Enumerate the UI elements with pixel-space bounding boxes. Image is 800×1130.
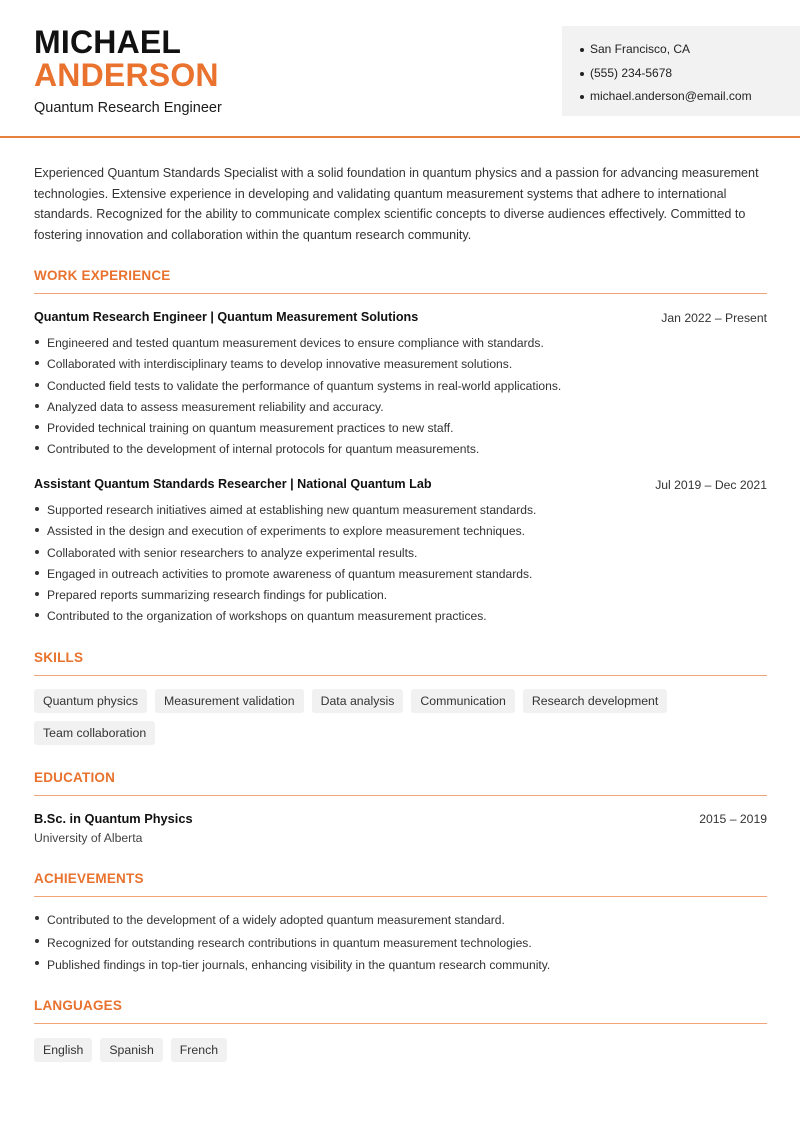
achievement-bullets [34, 909, 774, 977]
job-title: Quantum Research Engineer | Quantum Measurement Solutions [34, 310, 419, 324]
contact-phone: (555) 234-5678 [580, 62, 800, 86]
education-school: University of Alberta [34, 831, 143, 845]
job-bullets [34, 333, 774, 461]
skill-chip: Team collaboration [34, 721, 155, 745]
list-item: Supported research initiatives aimed at establishing new quantum measurement standards. [34, 500, 774, 521]
resume-header [0, 0, 800, 138]
section-achievements: ACHIEVEMENTS [34, 871, 767, 897]
job-dates: Jul 2019 – Dec 2021 [655, 478, 767, 492]
education-years: 2015 – 2019 [699, 812, 767, 826]
skills-list [34, 689, 774, 745]
list-item: Engaged in outreach activities to promote awareness of quantum measurement standards. [34, 564, 774, 585]
list-item: Collaborated with interdisciplinary teams to develop innovative measurement solutions. [34, 354, 774, 375]
contact-email[interactable]: michael.anderson@email.com [580, 85, 800, 109]
section-skills: SKILLS [34, 650, 767, 676]
section-languages: LANGUAGES [34, 998, 767, 1024]
job-title: Assistant Quantum Standards Researcher | National Quantum Lab [34, 477, 432, 491]
list-item: Collaborated with senior researchers to analyze experimental results. [34, 543, 774, 564]
job-bullets [34, 500, 774, 628]
job-role: Quantum Research Engineer [34, 100, 222, 116]
list-item: Contributed to the development of a widely adopted quantum measurement standard. [34, 909, 774, 932]
language-chip: Spanish [100, 1038, 162, 1062]
job-dates: Jan 2022 – Present [661, 311, 767, 325]
contact-box [562, 26, 800, 116]
language-chip: French [171, 1038, 227, 1062]
list-item: Prepared reports summarizing research findings for publication. [34, 585, 774, 606]
list-item: Contributed to the development of internal protocols for quantum measurements. [34, 439, 774, 460]
list-item: Provided technical training on quantum measurement practices to new staff. [34, 418, 774, 439]
list-item: Analyzed data to assess measurement reliability and accuracy. [34, 397, 774, 418]
list-item: Contributed to the organization of workshops on quantum measurement practices. [34, 606, 774, 627]
contact-location: San Francisco, CA [580, 38, 800, 62]
last-name: ANDERSON [34, 57, 219, 93]
list-item: Recognized for outstanding research contributions in quantum measurement technologies. [34, 932, 774, 955]
list-item: Conducted field tests to validate the performance of quantum systems in real-world applications. [34, 376, 774, 397]
skill-chip: Research development [523, 689, 667, 713]
section-work-experience: WORK EXPERIENCE [34, 268, 767, 294]
summary: Experienced Quantum Standards Specialist with a solid foundation in quantum physics and a passion for advancing measurement technologies. Extensive experience in developing and validating quantum measurement systems that adhere to international standards. Recognized for the ability to communicate complex scientific concepts to diverse audiences effectively. Committed to fostering innovation and collaboration within the quantum research community. [34, 166, 759, 243]
skill-chip: Measurement validation [155, 689, 304, 713]
languages-list [34, 1038, 774, 1062]
education-degree: B.Sc. in Quantum Physics [34, 811, 193, 826]
language-chip: English [34, 1038, 92, 1062]
section-education: EDUCATION [34, 770, 767, 796]
list-item: Engineered and tested quantum measurement devices to ensure compliance with standards. [34, 333, 774, 354]
list-item: Assisted in the design and execution of experiments to explore measurement techniques. [34, 521, 774, 542]
skill-chip: Communication [411, 689, 514, 713]
skill-chip: Data analysis [312, 689, 404, 713]
first-name: MICHAEL [34, 24, 182, 60]
list-item: Published findings in top-tier journals, enhancing visibility in the quantum research community. [34, 954, 774, 977]
skill-chip: Quantum physics [34, 689, 147, 713]
